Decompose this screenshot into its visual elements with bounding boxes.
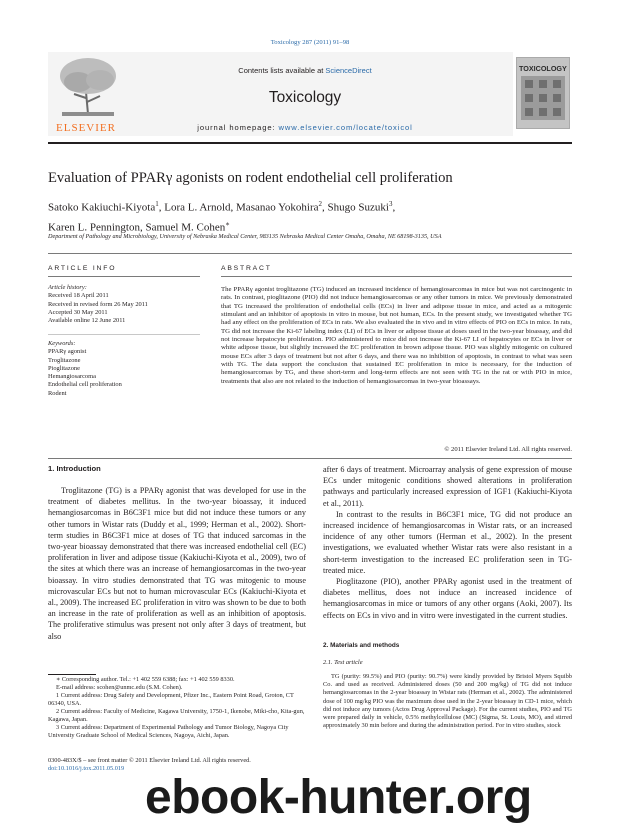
footnotes: [48, 676, 306, 740]
right-column: [323, 464, 572, 621]
article-history: [48, 284, 198, 325]
paragraph: Troglitazone (TG) is a PPARγ agonist that was developed for use in the treatment of diabetes mellitus. In the two-year bioassay, it induced hemangiosarcomas in B6C3F1 mice but did not induce these tumors or any other tumors in Wistar rats (Duddy et al., 1999; Herman et al., 2002). Short-term studies in B6C3F1 mice at doses of TG that induced sarcomas in the two-year bioassay demonstrated that there was increased endothelial cell (EC) proliferation in liver and adipose tissue (Kakiuchi-Kiyota et al., 2009), two of the sites at which there was an increase of hemangiosarcomas in the two-year bioassay. In vitro studies demonstrated that TG was mitogenic to mouse microvascular ECs but not to human microvascular ECs (Kakiuchi-Kiyota et al., 2009). The increased EC proliferation in vitro was shown to be due to both an increase in the rate of proliferation as well as an inhibition of apoptosis. The proliferative stimulus was present not only after 3 days of treatment, but also: [48, 486, 306, 641]
affiliation-marker[interactable]: 1: [155, 200, 159, 208]
history-item: Received in revised form 26 May 2011: [48, 300, 148, 308]
keywords-rule: [48, 334, 200, 335]
keyword: Rodent: [48, 389, 67, 397]
author-name: , Lora L. Arnold, Masanao Yokohira: [158, 201, 319, 214]
cover-title: TOXICOLOGY: [519, 64, 567, 73]
paragraph: In contrast to the results in B6C3F1 mice, TG did not produce an increased incidence of hemangiosarcomas in Wistar rats, or an increased incidence of any other tumors (Herman et al., 2002). In the present investigations, we evaluated whether Wistar rats were also resistant in a short-term investigation to the increased EC proliferation seen in TG-treated mice.: [323, 509, 572, 575]
doi-link[interactable]: doi:10.1016/j.tox.2011.05.019: [48, 765, 125, 772]
intro-paragraph: [48, 485, 306, 642]
paragraph: after 6 days of treatment. Microarray analysis of gene expression of mouse ECs under mitogenic conditions showed alterations in proliferation pathways and particularly increased expression of IGF1 (Kakiuchi-Kiyota et al., 2011).: [323, 465, 572, 508]
article-title: Evaluation of PPARγ agonists on rodent endothelial cell proliferation: [48, 170, 453, 186]
contents-prefix: Contents lists available at: [238, 66, 326, 75]
keyword: Hemangiosarcoma: [48, 373, 96, 381]
history-item: Received 18 April 2011: [48, 292, 109, 300]
publisher-logo-text: ELSEVIER: [56, 122, 116, 134]
affiliation-marker[interactable]: 2: [318, 200, 323, 208]
homepage-url-link[interactable]: www.elsevier.com/locate/toxicol: [278, 123, 413, 132]
history-label: Article history:: [48, 284, 87, 291]
copyright: © 2011 Elsevier Ireland Ltd. All rights reserved.: [444, 446, 572, 453]
author-name: Satoko Kakiuchi-Kiyota: [48, 201, 156, 214]
keywords-label: Keywords:: [48, 340, 76, 347]
footnote-email[interactable]: E-mail address: scohen@unmc.edu (S.M. Cohen).: [56, 684, 183, 691]
subsection-title-test-article: 2.1. Test article: [323, 659, 363, 666]
author-list: [48, 196, 572, 235]
keyword: PPARγ agonist: [48, 348, 87, 356]
footnote-corresponding: ∗ Corresponding author. Tel.: +1 402 559 6388; fax: +1 402 559 8330.: [56, 676, 235, 683]
journal-homepage: [140, 123, 470, 132]
homepage-prefix: journal homepage:: [197, 123, 279, 132]
section-divider: [48, 253, 572, 254]
keyword: Pioglitazone: [48, 364, 80, 372]
affiliation: Department of Pathology and Microbiology, University of Nebraska Medical Center, 983135 Nebraska Medical Center Omaha, Omaha, NE 68198-3135, USA: [48, 233, 442, 240]
issn-line: 0300-483X/$ – see front matter © 2011 Elsevier Ireland Ltd. All rights reserved.: [48, 757, 251, 764]
section-title-introduction: 1. Introduction: [48, 464, 101, 473]
abstract-text: The PPARγ agonist troglitazone (TG) induced an increased incidence of hemangiosarcomas in mice but was not carcinogenic in rats. In contrast, pioglitazone (PIO) did not induce hemangiosarcomas or any other tumors in mice. We previously demonstrated that TG increased the proliferation of endothelial cells (ECs) in liver and adipose tissue in mice, and acted as a mitogenic stimulant and an inhibitor of apoptosis in vitro in mouse, but not human, ECs. In the present study, we investigated whether TG had any effect on the proliferation of ECs in rats. We also evaluated the in vivo and in vitro effects of PIO on ECs in mice. In rats, TG did not increase the Ki-67 labeling index (LI) of ECs in liver or adipose tissue at doses used in the two-year bioassay, and did not increase hepatocyte proliferation. PIO administered to mice did not increase the Ki-67 LI of hepatocytes or ECs in liver or white adipose tissue, but slightly increased the EC proliferation in brown adipose tissue. PIO was slightly mitogenic on cultured mouse ECs after 3 days of treatment but not after 6 days, and there was no inhibition of apoptosis, in contrast to what was seen with TG. The data support the conclusion that sustained EC proliferation in mice is necessary, for the induction of hemangiosarcomas by TG, and these short-term and long-term effects are not seen with TG in the rat or with PIO in mice, treatments that also are not related to the induction of hemangiosarcomas in two-year bioassays.: [221, 286, 572, 385]
author-name: , Shugo Suzuki: [322, 201, 389, 214]
keyword: Endothelial cell proliferation: [48, 381, 122, 389]
journal-reference[interactable]: Toxicology 287 (2011) 91–98: [270, 39, 350, 46]
keyword: Troglitazone: [48, 356, 81, 364]
footnote-2: 2 Current address: Faculty of Medicine, Kagawa University, 1750-1, Ikenobe, Miki-cho, Kita-gun, Kagawa, Japan.: [48, 708, 305, 723]
article-info-heading: ARTICLE INFO: [48, 265, 117, 272]
methods-paragraph: [323, 673, 572, 730]
sciencedirect-link[interactable]: ScienceDirect: [325, 66, 372, 75]
paragraph: TG (purity: 99.5%) and PIO (purity: 90.7%) were kindly provided by Bristol Myers Squibb Co. and used as received. Administered doses (50 and 200 mg/kg) of TG did not induce hemangiosarcomas in the 2-year bioassay in Wistar rats (Herman et al., 2002). The administered dose of 100 mg/kg PIO was the maximum dose used in the 2-year bioassay in CD-1 mice, which did not induce any tumors (Actos Drug Approval Package). For the current studies, PIO and TG were prepared daily in vehicle, 0.5% methylcellulose (MC) (Sigma, St. Louis, MO), and stirred approximately 30 min before and during the administration period. For in vitro studies, stock: [323, 673, 572, 730]
affiliation-marker[interactable]: 3: [388, 200, 393, 208]
paragraph: Pioglitazone (PIO), another PPARγ agonist used in the treatment of diabetes mellitus, does not induce an increased incidence of hemangiosarcomas in mice or tumors of any other organs (Aoki, 2007). Its effects on ECs in vivo and in vitro were investigated in the current studies.: [323, 577, 572, 620]
watermark: ebook-hunter.org: [145, 771, 532, 824]
footnote-1: 1 Current address: Drug Safety and Development, Pfizer Inc., Eastern Point Road, Groton, CT 06340, USA.: [48, 692, 294, 707]
corresponding-marker[interactable]: ∗: [225, 219, 230, 228]
header-rule: [48, 142, 572, 144]
footnote-rule: [48, 674, 96, 675]
author-separator: ,: [392, 201, 396, 214]
abstract-rule: [221, 276, 572, 277]
section-title-methods: 2. Materials and methods: [323, 642, 400, 649]
contents-line: [140, 66, 470, 75]
abstract-heading: ABSTRACT: [221, 265, 272, 272]
author-name: Karen L. Pennington, Samuel M. Cohen: [48, 221, 226, 234]
journal-name: Toxicology: [268, 89, 342, 106]
abstract-bottom-rule: [48, 458, 572, 459]
history-item: Available online 12 June 2011: [48, 317, 126, 325]
article-info-rule: [48, 276, 200, 277]
keywords: [48, 340, 198, 398]
history-item: Accepted 30 May 2011: [48, 308, 108, 316]
footnote-3: 3 Current address: Department of Experimental Pathology and Tumor Biology, Nagoya City University Graduate School of Medical Sciences, Nagoya, Aichi, Japan.: [48, 724, 289, 739]
